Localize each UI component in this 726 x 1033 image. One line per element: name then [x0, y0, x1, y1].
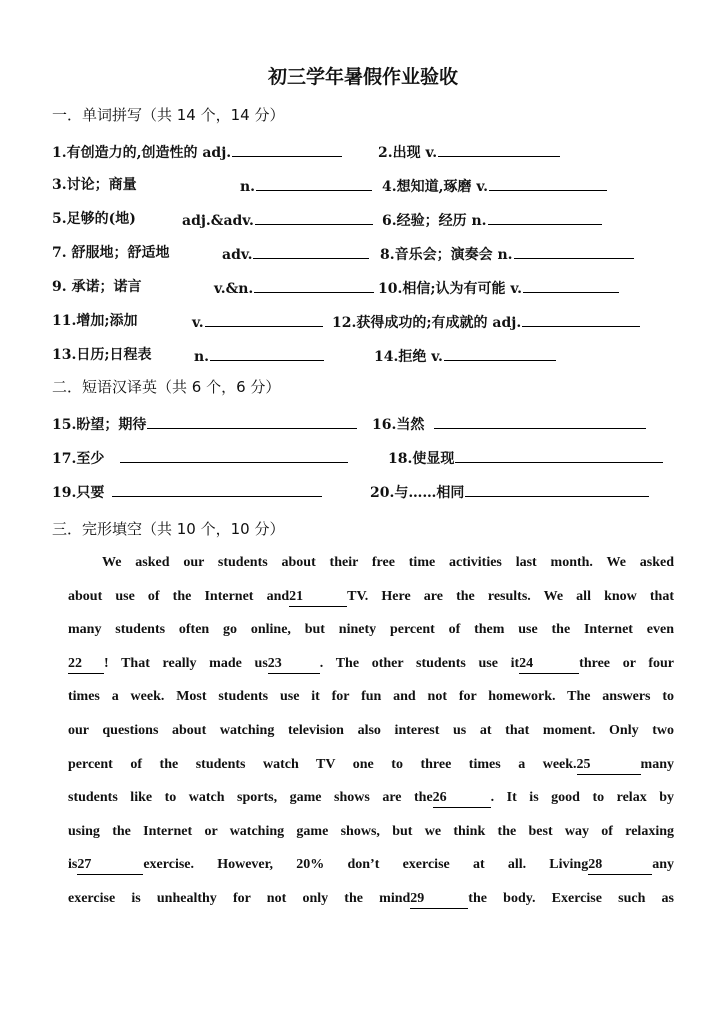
answer-blank-20[interactable]	[465, 480, 649, 497]
cloze-blank-21[interactable]: 21	[289, 588, 347, 607]
passage-line: We asked our students about their free time activities last month. We asked	[102, 555, 674, 570]
cloze-blank-23[interactable]: 23	[268, 655, 320, 674]
answer-blank-12[interactable]	[522, 310, 640, 327]
question-20: 20.与……相同	[370, 480, 649, 502]
passage-line: many students often go online, but ninety percent of them use the Internet even	[68, 622, 674, 638]
answer-blank-2[interactable]	[438, 140, 560, 157]
section-heading-word-spelling: 一．单词拼写（共 14 个，14 分）	[52, 106, 285, 124]
passage-line: students like to watch sports, game shows are the26 . It is good to relax by	[68, 781, 674, 815]
cloze-passage	[68, 546, 674, 916]
page-title: 初三学年暑假作业验收	[267, 66, 458, 88]
question-1: 1.有创造力的,创造性的 adj.	[52, 140, 342, 162]
question-18: 18.使显现	[388, 446, 663, 468]
answer-blank-18[interactable]	[455, 446, 663, 463]
cloze-blank-24[interactable]: 24	[519, 655, 579, 674]
answer-blank-9[interactable]	[254, 276, 374, 293]
answer-blank-11[interactable]	[205, 310, 323, 327]
question-10: 10.相信;认为有可能 v.	[378, 276, 619, 298]
answer-blank-3[interactable]	[256, 174, 372, 191]
answer-blank-6[interactable]	[488, 208, 602, 225]
answer-blank-7[interactable]	[253, 242, 369, 259]
question-19: 19.只要	[52, 480, 322, 502]
passage-line: times a week. Most students use it for fun and not for homework. The answers to	[68, 689, 674, 705]
section-heading-phrase-translation: 二．短语汉译英（共 6 个，6 分）	[52, 378, 281, 396]
answer-blank-10[interactable]	[523, 276, 619, 293]
question-9: 9. 承诺；诺言	[52, 279, 142, 295]
answer-blank-8[interactable]	[514, 242, 634, 259]
cloze-blank-26[interactable]: 26	[433, 789, 491, 808]
question-12: 12.获得成功的;有成就的 adj.	[332, 310, 640, 332]
question-13-pos: n.	[194, 344, 324, 365]
question-6: 6.经验；经历 n.	[382, 208, 602, 230]
question-14: 14.拒绝 v.	[374, 344, 556, 366]
question-11: 11.增加;添加	[52, 313, 138, 329]
question-5: 5.足够的(地)	[52, 211, 136, 227]
question-5-pos: adj.&adv.	[182, 208, 373, 229]
question-3-pos: n.	[240, 174, 372, 195]
cloze-blank-22[interactable]: 22	[68, 655, 104, 674]
passage-line: 22 ! That really made us23 . The other students use it24 three or four	[68, 647, 674, 681]
question-8: 8.音乐会；演奏会 n.	[380, 242, 634, 264]
passage-line: percent of the students watch TV one to three times a week.25 many	[68, 748, 674, 782]
section-heading-cloze: 三．完形填空（共 10 个，10 分）	[52, 520, 285, 538]
cloze-blank-27[interactable]: 27	[77, 856, 143, 875]
question-11-pos: v.	[192, 310, 323, 331]
question-16: 16.当然	[372, 412, 646, 434]
cloze-blank-28[interactable]: 28	[588, 856, 652, 875]
answer-blank-13[interactable]	[210, 344, 324, 361]
passage-line: about use of the Internet and21 TV. Here are the results. We all know that	[68, 580, 674, 614]
question-15: 15.盼望；期待	[52, 412, 357, 434]
question-4: 4.想知道,琢磨 v.	[382, 174, 607, 196]
answer-blank-1[interactable]	[232, 140, 342, 157]
cloze-blank-25[interactable]: 25	[577, 756, 641, 775]
passage-line: exercise is unhealthy for not only the mind29 the body. Exercise such as	[68, 882, 674, 916]
question-7: 7. 舒服地；舒适地	[52, 245, 170, 261]
question-7-pos: adv.	[222, 242, 369, 263]
answer-blank-5[interactable]	[255, 208, 373, 225]
passage-line: is27 exercise. However, 20% don’t exercise at all. Living28 any	[68, 848, 674, 882]
answer-blank-19[interactable]	[112, 480, 322, 497]
passage-line: using the Internet or watching game shows, but we think the best way of relaxing	[68, 823, 674, 839]
cloze-blank-29[interactable]: 29	[410, 890, 468, 909]
question-3: 3.讨论；商量	[52, 177, 137, 193]
question-17: 17.至少	[52, 446, 348, 468]
answer-blank-14[interactable]	[444, 344, 556, 361]
question-2: 2.出现 v.	[378, 140, 560, 162]
answer-blank-15[interactable]	[147, 412, 357, 429]
answer-blank-4[interactable]	[489, 174, 607, 191]
passage-line: our questions about watching television also interest us at that moment. Only two	[68, 722, 674, 738]
question-9-pos: v.&n.	[214, 276, 374, 297]
answer-blank-16[interactable]	[434, 412, 646, 429]
question-13: 13.日历;日程表	[52, 347, 152, 363]
answer-blank-17[interactable]	[120, 446, 348, 463]
